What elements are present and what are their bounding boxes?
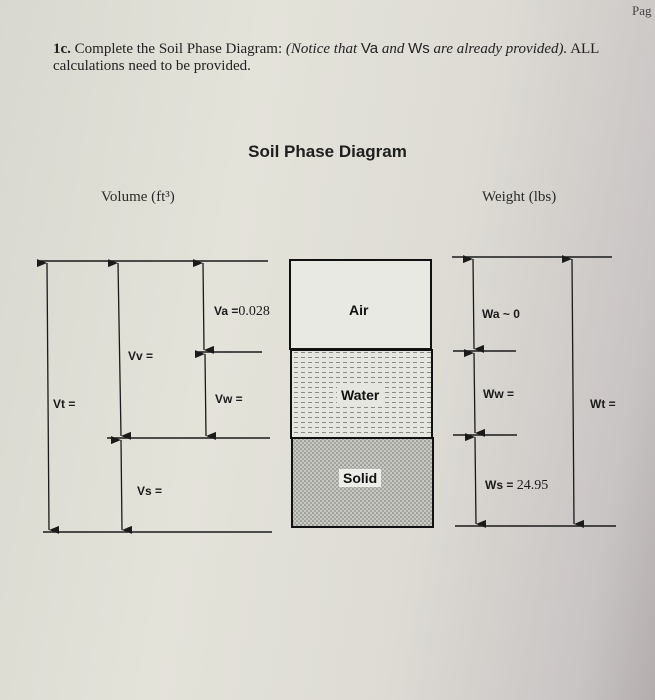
question-number: 1c. xyxy=(53,41,71,57)
volume-axis-label: Volume (ft³) xyxy=(101,189,175,205)
va-arrow xyxy=(203,263,204,350)
ww-arrow xyxy=(474,353,475,433)
vt-arrow xyxy=(47,263,49,530)
ws-arrow xyxy=(475,437,476,524)
vv-label: Vv = xyxy=(128,349,154,363)
air-label: Air xyxy=(349,302,369,318)
ww-label: Ww = xyxy=(483,387,515,401)
wa-arrow xyxy=(473,259,474,349)
va-label: Va =0.028 xyxy=(214,304,270,319)
vs-arrow xyxy=(121,440,122,530)
vs-label: Vs = xyxy=(137,484,163,498)
weight-axis-label: Weight (lbs) xyxy=(482,189,557,205)
wa-label: Wa ~ 0 xyxy=(482,307,520,321)
water-label: Water xyxy=(337,386,383,404)
vw-label: Vw = xyxy=(215,392,243,406)
ws-label: Ws = 24.95 xyxy=(485,478,549,493)
vt-label: Vt = xyxy=(53,397,76,411)
wt-label: Wt = xyxy=(590,397,616,411)
solid-label: Solid xyxy=(339,469,381,487)
wt-arrow xyxy=(572,259,574,524)
diagram-title: Soil Phase Diagram xyxy=(248,142,407,161)
vv-arrow xyxy=(118,263,121,436)
page-number-fragment: Pag xyxy=(632,3,652,18)
question-text: 1c. Complete the Soil Phase Diagram: (Notice that Va and Ws are already provided). ALL calculations need to be provided. xyxy=(53,40,599,74)
vw-arrow xyxy=(205,354,206,436)
